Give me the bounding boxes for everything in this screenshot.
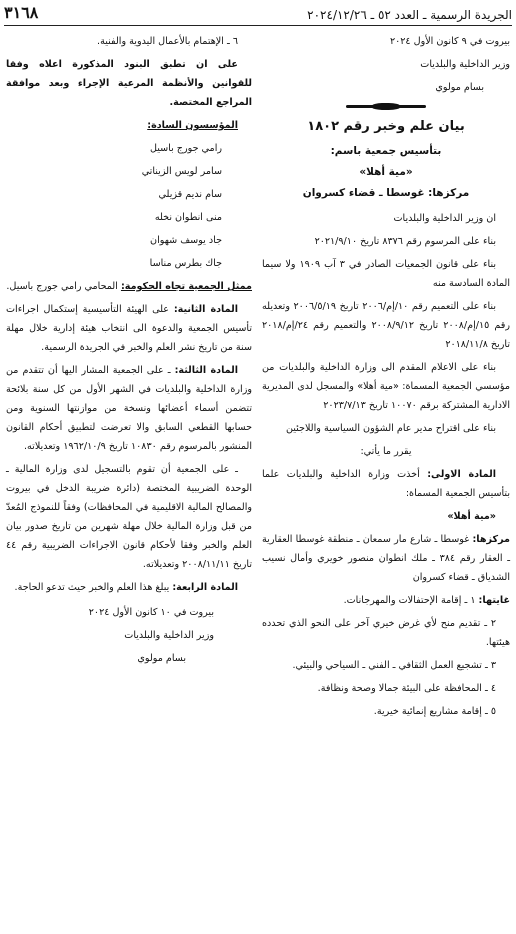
article-3-tax: ـ على الجمعية أن تقوم بالتسجيل لدى وزارة المالية ـ الوحدة الضريبية المختصة (دائرة ضريبة الدخل في بيروت والمصالح المالية الاقليمية في المحافظات) وفقاً للنموذج المُعدّ من قبل وزارة المالية خلال مهلة شهرين من تاريخ صدور بيان العلم والخبر وفقا لأحكام قانون الاجراءات الضريبية رقم ٤٤ تاريخ ٢٠٠٨/١١/١١ وتعديلاته. (6, 464, 252, 570)
headquarters-label: مركزها: (472, 534, 510, 545)
paragraph: بناء على التعميم رقم ١٠/إم/٢٠٠٦ تاريخ ٢٠٠٦/٥/١٩ وتعديله رقم ١٥/إم/٢٠٠٨ تاريخ ٢٠٠٨/٩/١٢ والتعميم رقم ٢٤/إم/٢٠١٨ تاريخ ٢٠١٨/١١/٨ (262, 301, 511, 350)
signature-date: بيروت في ٩ كانون الأول ٢٠٢٤ (389, 36, 510, 47)
signature-name: بسام مولوي (435, 82, 484, 93)
left-column (6, 32, 252, 672)
goals-label: غايتها: (478, 595, 510, 606)
article-4: المادة الرابعة: يبلغ هذا العلم والخبر حيث تدعو الحاجة. (14, 582, 238, 593)
article-label: المادة الاولى: (427, 469, 496, 480)
paragraph: بناء على قانون الجمعيات الصادر في ٣ آب ١٩٠٩ ولا سيما المادة السادسة منه (262, 259, 510, 289)
founder-name: رامي جورج باسيل (149, 143, 222, 154)
goals-item: ٢ ـ تقديم منح لأي غرض خيري آخر على النحو الذي تحدده هيئتها. (262, 618, 510, 648)
founder-name: جاك بطرس مناسا (149, 258, 222, 269)
page-header (4, 0, 512, 26)
signature-role: وزير الداخلية والبلديات (124, 630, 214, 641)
section-divider (346, 101, 426, 111)
goals-item: ٦ ـ الإهتمام بالأعمال اليدوية والفنية. (97, 36, 238, 47)
article-2: المادة الثانية: على الهيئة التأسيسية إستكمال اجراءات تأسيس الجمعية والدعوة الى انتخاب هيئة إدارية خلال مهلة سنة من تاريخ نشر العلم والخبر في الجريدة الرسمية. (6, 304, 252, 353)
article-3: المادة الثالثة: ـ على الجمعية المشار اليها أن تتقدم من وزارة الداخلية والبلديات في الشهر الأول من كل سنة بلائحة تتضمن أسماء أعضائها ونسخة من موازنتها السنوية ومن حسابها القطعي السابق والا تعرضت لتطبيق أحكام القانون المنشور بالمرسوم رقم ١٠٨٣٠ تاريخ ١٩٦٢/١٠/٩ وتعديلاته. (6, 365, 252, 452)
goals-item: ٥ ـ إقامة مشاريع إنمائية خيرية. (373, 706, 496, 717)
founder-name: سامر لويس الزيناتي (141, 166, 222, 177)
association-name-heading: «مية أهلا» (359, 166, 413, 178)
notice-title: بيان علم وخبر رقم ١٨٠٢ (307, 119, 465, 134)
journal-title: الجريدة الرسمية ـ العدد ٥٢ ـ ٢٠٢٤/١٢/٢٦ (307, 8, 512, 22)
goals-item: ٤ ـ المحافظة على البيئة جمالا وصحة ونظافة. (317, 683, 496, 694)
founders-list (6, 139, 252, 273)
decision-heading: يقرر ما يأتي: (360, 446, 412, 457)
founders-heading: المؤسسون السادة: (147, 120, 238, 131)
conditions-note: على ان تطبق البنود المذكورة اعلاه وفقا للقوانين والأنظمة المرعية الإجراء وبعد موافقة المراجع المختصة. (6, 59, 252, 108)
founder-name: سام نديم قزيلي (158, 189, 222, 200)
headquarters-text: غوسطا ـ شارع مار سمعان ـ منطقة غوسطا العقارية ـ العقار رقم ٣٨٤ ـ ملك انطوان منصور خويري وأمال نسيب الشدياق ـ قضاء كسروان (262, 534, 510, 583)
association-location-heading: مركزها: غوسطا ـ قضاء كسروان (302, 187, 470, 199)
association-name: «مية أهلا» (447, 511, 496, 522)
headquarters (262, 530, 510, 587)
article-text: أخذت وزارة الداخلية والبلديات علما بتأسيس الجمعية المسماة: (262, 469, 510, 499)
goals-item: ٣ ـ تشجيع العمل الثقافي ـ الفني ـ السياحي والبيئي. (292, 660, 496, 671)
representative-text: المحامي رامي جورج باسيل. (6, 281, 121, 292)
representative-label: ممثل الجمعية تجاه الحكومة: (120, 281, 252, 292)
paragraph: ان وزير الداخلية والبلديات (393, 213, 496, 224)
goals-item: غايتها: ١ ـ إقامة الإحتفالات والمهرجانات. (343, 595, 510, 606)
founder-name: منى انطوان نخله (154, 212, 222, 223)
right-column (262, 32, 510, 725)
notice-subtitle: بتأسيس جمعية باسم: (330, 145, 442, 157)
paragraph: بناء على اقتراح مدير عام الشؤون السياسية واللاجئين (285, 423, 496, 434)
paragraph: بناء على المرسوم رقم ٨٣٧٦ تاريخ ٢٠٢١/٩/١٠ (314, 236, 496, 247)
founder-name: جاد يوسف شهوان (150, 235, 222, 246)
signature-date: بيروت في ١٠ كانون الأول ٢٠٢٤ (88, 607, 214, 618)
article-1 (262, 465, 510, 503)
page-number: ٣١٦٨ (4, 3, 39, 22)
signature-role: وزير الداخلية والبلديات (420, 59, 510, 70)
representative (6, 277, 252, 296)
signature-name: بسام مولوي (137, 653, 186, 664)
paragraph: بناء على الاعلام المقدم الى وزارة الداخلية والبلديات من مؤسسي الجمعية المسماة: «مية أهلا» والمسجل لدى المديرية الادارية المشتركة برقم ١٠٠٧٠ تاريخ ٢٠٢٣/٧/١٣ (262, 362, 510, 411)
